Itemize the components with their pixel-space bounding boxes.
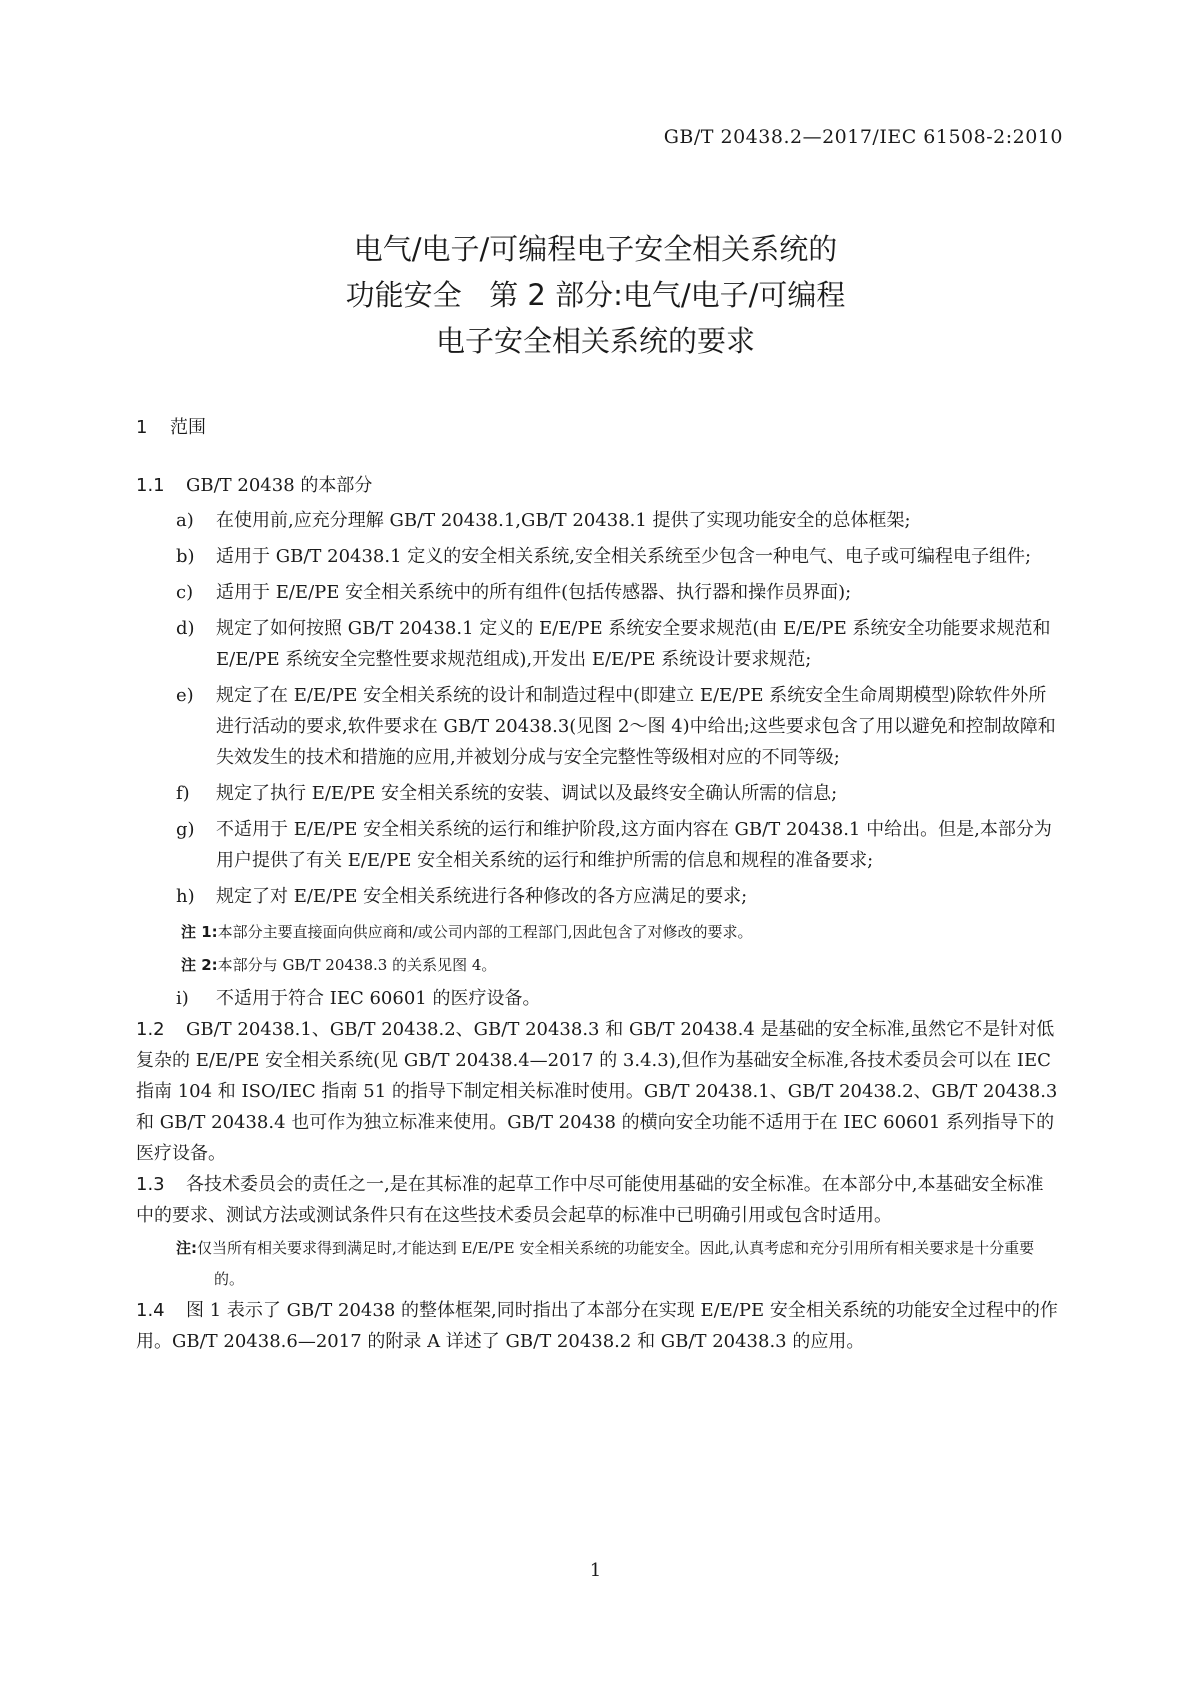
- list-text: 规定了对 E/E/PE 安全相关系统进行各种修改的各方应满足的要求;: [216, 886, 748, 907]
- clause-text: GB/T 20438.1、GB/T 20438.2、GB/T 20438.3 和 GB/T 20438.4 是基础的安全标准,虽然它不是针对低复杂的 E/E/PE 安全相关系统(见 GB/T 20438.4—2017 的 3.4.3),但作为基础安全标准,各技术委员会可以在 IEC 指南 104 和 ISO/IEC 指南 51 的指导下制定相关标准时使用。GB/T 20438.1、GB/T 20438.2、GB/T 20438.3 和 GB/T 20438.4 也可作为独立标准来使用。GB/T 20438 的横向安全功能不适用于在 IEC 60601 系列指导下的医疗设备。: [136, 1019, 1058, 1164]
- list-text: 在使用前,应充分理解 GB/T 20438.1,GB/T 20438.1 提供了实现功能安全的总体框架;: [216, 510, 911, 531]
- note-2: [136, 950, 1058, 981]
- list-item-a: [136, 505, 1058, 536]
- section-title: 范围: [170, 417, 206, 438]
- note-text: 仅当所有相关要求得到满足时,才能达到 E/E/PE 安全相关系统的功能安全。因此,认真考虑和充分引用所有相关要求是十分重要的。: [197, 1239, 1035, 1288]
- standard-code: GB/T 20438.2—2017/IEC 61508-2:2010: [663, 126, 1063, 148]
- list-item-b: [136, 541, 1058, 572]
- note-label: 注 2:: [181, 956, 218, 974]
- note-1-3: [136, 1233, 1058, 1295]
- note-label: 注 1:: [181, 923, 218, 941]
- note-text: 本部分主要直接面向供应商和/或公司内部的工程部门,因此包含了对修改的要求。: [217, 923, 753, 941]
- list-item-h: [136, 881, 1058, 912]
- list-item-i: [136, 983, 1058, 1014]
- list-marker: d): [176, 618, 195, 639]
- list-item-f: [136, 778, 1058, 809]
- list-text: 不适用于 E/E/PE 安全相关系统的运行和维护阶段,这方面内容在 GB/T 20438.1 中给出。但是,本部分为用户提供了有关 E/E/PE 安全相关系统的运行和维护所需的信息和规程的准备要求;: [216, 819, 1052, 871]
- page-number: 1: [589, 1560, 602, 1581]
- list-marker: e): [176, 685, 194, 706]
- clause-number: 1.2: [136, 1019, 165, 1040]
- note-1: [136, 917, 1058, 948]
- list-text: 适用于 GB/T 20438.1 定义的安全相关系统,安全相关系统至少包含一种电气、电子或可编程电子组件;: [216, 546, 1032, 567]
- list-marker: i): [176, 988, 189, 1009]
- list-item-e: [136, 680, 1058, 773]
- clause-1-2: [136, 1014, 1058, 1169]
- list-marker: a): [176, 510, 194, 531]
- list-item-g: [136, 814, 1058, 876]
- list-marker: f): [176, 783, 190, 804]
- note-label: 注:: [176, 1239, 197, 1257]
- list-text: 不适用于符合 IEC 60601 的医疗设备。: [216, 988, 541, 1009]
- note-text: 本部分与 GB/T 20438.3 的关系见图 4。: [217, 956, 497, 974]
- list-text: 适用于 E/E/PE 安全相关系统中的所有组件(包括传感器、执行器和操作员界面);: [216, 582, 852, 603]
- list-marker: h): [176, 886, 195, 907]
- clause-1-1-intro: [136, 470, 1058, 501]
- list-marker: b): [176, 546, 195, 567]
- clause-text: GB/T 20438 的本部分: [186, 475, 373, 496]
- document-title: [0, 226, 1191, 364]
- clause-number: 1.1: [136, 475, 165, 496]
- document-body: [136, 470, 1058, 1357]
- clause-1-4: [136, 1295, 1058, 1357]
- section-heading: [136, 413, 206, 439]
- title-line-1: 电气/电子/可编程电子安全相关系统的: [353, 232, 838, 266]
- clause-number: 1.3: [136, 1174, 165, 1195]
- clause-1-3: [136, 1169, 1058, 1231]
- list-item-d: [136, 613, 1058, 675]
- clause-text: 图 1 表示了 GB/T 20438 的整体框架,同时指出了本部分在实现 E/E/PE 安全相关系统的功能安全过程中的作用。GB/T 20438.6—2017 的附录 A 详述了 GB/T 20438.2 和 GB/T 20438.3 的应用。: [136, 1300, 1058, 1352]
- list-marker: g): [176, 819, 195, 840]
- list-text: 规定了在 E/E/PE 安全相关系统的设计和制造过程中(即建立 E/E/PE 系统安全生命周期模型)除软件外所进行活动的要求,软件要求在 GB/T 20438.3(见图 2～图 4)中给出;这些要求包含了用以避免和控制故障和失效发生的技术和措施的应用,并被划分成与安全完整性等级相对应的不同等级;: [216, 685, 1056, 768]
- clause-number: 1.4: [136, 1300, 165, 1321]
- clause-text: 各技术委员会的责任之一,是在其标准的起草工作中尽可能使用基础的安全标准。在本部分中,本基础安全标准中的要求、测试方法或测试条件只有在这些技术委员会起草的标准中已明确引用或包含时适用。: [136, 1174, 1044, 1226]
- title-line-2: 功能安全 第 2 部分:电气/电子/可编程: [345, 278, 846, 312]
- title-line-3: 电子安全相关系统的要求: [435, 324, 755, 358]
- list-marker: c): [176, 582, 194, 603]
- list-text: 规定了执行 E/E/PE 安全相关系统的安装、调试以及最终安全确认所需的信息;: [216, 783, 838, 804]
- section-number: 1: [136, 417, 148, 438]
- list-item-c: [136, 577, 1058, 608]
- list-text: 规定了如何按照 GB/T 20438.1 定义的 E/E/PE 系统安全要求规范(由 E/E/PE 系统安全功能要求规范和 E/E/PE 系统安全完整性要求规范组成),开发出 E/E/PE 系统设计要求规范;: [216, 618, 1051, 670]
